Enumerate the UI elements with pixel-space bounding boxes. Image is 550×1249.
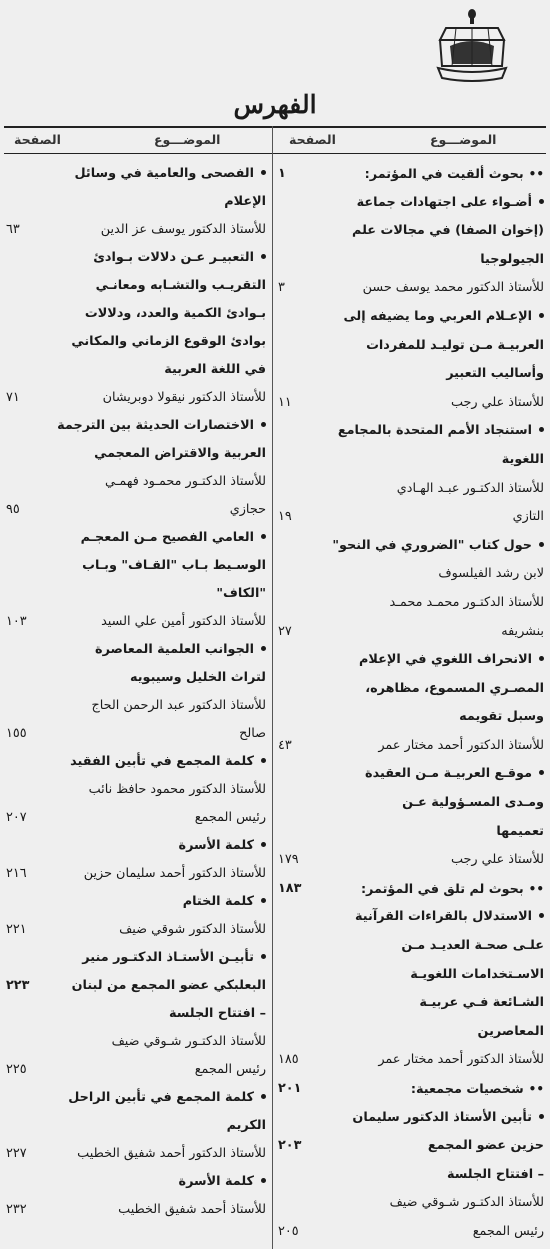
toc-entry: [6, 776, 266, 804]
bullet-icon: [261, 1178, 266, 1183]
toc-entry: [278, 875, 544, 904]
toc-entry: [278, 332, 544, 361]
toc-entry-text: استنجاد الأمم المتحدة بالمجامع: [337, 423, 532, 439]
toc-entry-text: – افتتاح الجلسة: [447, 1166, 544, 1182]
toc-entry: [6, 888, 266, 916]
toc-entry-text: حول كتاب "الضروري في النحو": [332, 537, 532, 553]
toc-entry-text: الإعـلام العربي وما يضيفه إلى: [343, 308, 532, 324]
toc-entry: [6, 496, 266, 524]
toc-entry-text: الوسـيط بـاب "القـاف" وبـاب: [82, 558, 266, 573]
toc-entry-text: الاسـتخدامات اللغويـة: [410, 966, 544, 982]
toc-entry-text: للأستاذ الدكتور محمود حافظ نائب: [88, 782, 266, 797]
bullet-icon: [539, 656, 544, 661]
page-number: ٣: [278, 280, 285, 296]
toc-entry: [278, 160, 544, 189]
toc-entry-text: بحوث لم تلق في المؤتمر:: [360, 881, 524, 897]
toc-entry: [278, 703, 544, 732]
bullet-icon: [539, 199, 544, 204]
toc-entry-text: كلمة الأسرة: [178, 838, 254, 853]
toc-entry: [6, 440, 266, 468]
toc-entry: [6, 356, 266, 384]
toc-entry: [278, 1132, 544, 1161]
toc-entry: [6, 916, 266, 944]
toc-entry: [6, 244, 266, 272]
toc-entry: [278, 1161, 544, 1190]
toc-entry-text: للأستاذ علي رجب: [450, 394, 544, 410]
toc-entry-text: ومـدى المسـؤولية عـن: [402, 795, 544, 811]
toc-entry: [278, 903, 544, 932]
toc-entry-text: العربيـة مـن توليـد للمفردات: [366, 337, 544, 353]
toc-entry: [278, 446, 544, 475]
page-number: ١: [278, 166, 286, 181]
toc-column-left: [6, 160, 266, 1224]
toc-entry: [278, 1046, 544, 1075]
toc-entry-text: للأستاذ الدكتـور محمـود فهمـي: [105, 474, 266, 489]
toc-entry-text: اللغوية: [501, 451, 544, 467]
toc-entry-text: الإعلام: [224, 194, 266, 209]
page-number: ٦٣: [6, 222, 20, 237]
toc-entry-text: لتراث الخليل وسيبويه: [129, 670, 266, 685]
toc-entry-text: شخصيات مجمعية:: [410, 1082, 524, 1097]
toc-entry-text: للأستاذ الدكتـور شـوقي ضيف: [389, 1195, 544, 1211]
toc-entry: [6, 300, 266, 328]
toc-entry-text: الاختصارات الحديثة بين الترجمة: [57, 418, 254, 433]
toc-entry: [6, 804, 266, 832]
toc-column-right: [278, 160, 544, 1247]
toc-entry: [6, 832, 266, 860]
toc-entry-text: للأستاذ الدكتـور محمـد محمـد: [389, 594, 544, 610]
toc-entry: [6, 1140, 266, 1168]
double-bullet-icon: ••: [528, 881, 544, 896]
page-number: ٢٣٢: [6, 1202, 27, 1217]
toc-entry-text: حزين عضو المجمع: [427, 1138, 544, 1154]
page-number: ٢٧: [278, 623, 292, 639]
toc-entry: [6, 1112, 266, 1140]
toc-entry: [6, 1028, 266, 1056]
toc-entry-text: كلمة الأسرة: [178, 1174, 254, 1189]
toc-entry-text: في اللغة العربية: [164, 362, 266, 377]
toc-entry: [278, 589, 544, 618]
academy-emblem-icon: [432, 6, 512, 88]
bullet-icon: [261, 254, 266, 259]
toc-entry: [278, 189, 544, 218]
bullet-icon: [539, 542, 544, 547]
toc-entry: [278, 760, 544, 789]
toc-entry: [6, 1000, 266, 1028]
toc-entry-text: وأساليب التعبير: [446, 366, 544, 382]
toc-entry-text: علـى صحـة العديـد مـن: [401, 938, 544, 954]
page-number: ١٨٣: [278, 880, 302, 896]
toc-entry-text: للأستاذ الدكتور أحمد مختار عمر: [378, 1052, 544, 1068]
toc-entry-text: (إخوان الصفا) في مجالات علم: [352, 223, 544, 239]
toc-entry-text: للأستاذ الدكتور أمين علي السيد: [101, 614, 266, 629]
page-number: ٢١٦: [6, 866, 27, 881]
page-number: ٢٠٥: [278, 1223, 299, 1239]
toc-entry-text: حجازي: [229, 502, 266, 517]
bullet-icon: [261, 954, 266, 959]
toc-entry: [6, 328, 266, 356]
toc-entry-text: الجوانب العلمية المعاصرة: [95, 642, 254, 657]
toc-entry-text: البعلبكي عضو المجمع من لبنان: [71, 978, 266, 993]
bullet-icon: [539, 427, 544, 432]
header-rule: [4, 126, 546, 128]
toc-entry: [278, 732, 544, 761]
toc-entry: [6, 216, 266, 244]
toc-entry-text: المعاصرين: [477, 1023, 544, 1039]
toc-entry-text: للأستاذ علي رجب: [450, 852, 544, 868]
toc-entry-text: لابن رشد الفيلسوف: [438, 566, 544, 582]
toc-entry: [6, 944, 266, 972]
toc-entry: [278, 532, 544, 561]
toc-entry-text: الفصحى والعامية في وسائل: [74, 166, 254, 181]
toc-entry: [278, 360, 544, 389]
toc-entry-text: العامي الفصيح مـن المعجـم: [80, 530, 254, 545]
toc-entry: [278, 560, 544, 589]
toc-entry-text: بحوث ألقيت في المؤتمر:: [364, 167, 524, 182]
toc-entry-text: الاستدلال بالقراءات القرآنية: [355, 909, 532, 925]
header-rule-bottom: [4, 153, 546, 154]
toc-entry-text: كلمة الختام: [182, 894, 254, 909]
page-number: ٩٥: [6, 502, 20, 517]
toc-entry: [278, 217, 544, 246]
toc-entry: [6, 1168, 266, 1196]
toc-entry: [278, 1018, 544, 1047]
bullet-icon: [539, 770, 544, 775]
double-bullet-icon: ••: [528, 1082, 544, 1096]
page-number: ٢٢٣: [6, 978, 30, 993]
toc-entry: [278, 303, 544, 332]
page-number: ١٠٣: [6, 614, 27, 629]
header-topic-right: الموضـــوع: [430, 132, 497, 147]
toc-entry: [278, 818, 544, 847]
column-divider: [272, 126, 273, 1249]
toc-entry: [278, 417, 544, 446]
toc-entry-text: للأستاذ الدكتور محمد يوسف حسن: [362, 280, 544, 296]
toc-entry-text: التازي: [512, 509, 544, 525]
toc-entry-text: بنشريفه: [501, 623, 544, 639]
toc-entry: [278, 1075, 544, 1104]
toc-entry-text: رئيس المجمع: [194, 810, 266, 825]
toc-entry-text: بوادئ الوقوع الزماني والمكاني: [71, 334, 266, 349]
toc-entry-text: كلمة المجمع في تأبين الراحل: [68, 1090, 254, 1105]
toc-entry: [278, 389, 544, 418]
toc-entry: [278, 989, 544, 1018]
page-number: ١٥٥: [6, 726, 27, 741]
bullet-icon: [539, 913, 544, 918]
toc-entry: [278, 675, 544, 704]
toc-entry: [278, 503, 544, 532]
toc-entry-text: للأستاذ الدكتور أحمد شفيق الخطيب: [77, 1146, 266, 1161]
toc-entry: [6, 580, 266, 608]
toc-entry-text: الشـائعة فـي عربيـة: [419, 995, 544, 1011]
page-number: ٢٠٧: [6, 810, 27, 825]
toc-entry: [278, 1218, 544, 1247]
toc-entry: [6, 1196, 266, 1224]
page-title: الفهرس: [233, 90, 317, 119]
bullet-icon: [261, 534, 266, 539]
toc-entry-text: رئيس المجمع: [472, 1223, 544, 1239]
toc-entry-text: للأستاذ أحمد شفيق الخطيب: [118, 1202, 266, 1217]
toc-entry: [278, 961, 544, 990]
toc-entry-text: بـوادئ الكمية والعدد، ودلالات: [84, 306, 266, 321]
toc-entry: [278, 932, 544, 961]
toc-entry-text: – افتتاح الجلسة: [169, 1006, 266, 1021]
toc-entry: [6, 468, 266, 496]
toc-entry-text: تعميمها: [496, 823, 544, 839]
bullet-icon: [261, 898, 266, 903]
bullet-icon: [539, 1114, 544, 1119]
page-number: ٤٣: [278, 737, 292, 753]
toc-entry-text: التقريـب والتشـابه ومعانـي: [95, 278, 266, 293]
toc-entry: [278, 1104, 544, 1133]
toc-entry: [6, 188, 266, 216]
toc-entry: [6, 524, 266, 552]
toc-entry-text: أضـواء على اجتهادات جماعة: [356, 194, 532, 210]
toc-entry-text: للأستاذ الدكتور عبد الرحمن الحاج: [91, 698, 266, 713]
toc-entry: [278, 789, 544, 818]
toc-entry: [278, 618, 544, 647]
toc-entry: [6, 608, 266, 636]
toc-entry-text: التعبيـر عـن دلالات بـوادئ: [93, 250, 254, 265]
page-number: ٢٢١: [6, 922, 27, 937]
toc-entry-text: للأستاذ الدكتور يوسف عز الدين: [100, 222, 266, 237]
toc-entry: [6, 552, 266, 580]
page-number: ١١: [278, 394, 292, 410]
toc-entry: [6, 748, 266, 776]
header-page-left: الصفحة: [14, 132, 61, 147]
bullet-icon: [261, 1094, 266, 1099]
toc-entry: [6, 636, 266, 664]
toc-entry: [6, 664, 266, 692]
toc-entry-text: المصـري المسموع، مظاهره،: [365, 680, 544, 696]
toc-entry: [278, 1189, 544, 1218]
toc-entry-text: للأستاذ الدكتور نيقولا دوبريشان: [102, 390, 266, 405]
toc-entry: [278, 846, 544, 875]
page-number: ١٩: [278, 509, 292, 525]
toc-entry-text: تأبين الأستاذ الدكتور سليمان: [352, 1109, 532, 1125]
toc-entry: [6, 692, 266, 720]
toc-entry: [6, 720, 266, 748]
toc-entry: [6, 972, 266, 1000]
bullet-icon: [261, 842, 266, 847]
page-number: ١٧٩: [278, 852, 299, 868]
bullet-icon: [261, 646, 266, 651]
bullet-icon: [261, 758, 266, 763]
page-number: ٧١: [6, 390, 20, 405]
toc-entry-text: للأستاذ الدكتـور شـوقي ضيف: [111, 1034, 266, 1049]
toc-entry-text: الجيولوجيا: [480, 251, 544, 267]
double-bullet-icon: ••: [528, 167, 544, 181]
header-page-right: الصفحة: [289, 132, 336, 147]
bullet-icon: [261, 422, 266, 427]
toc-entry-text: موقـع العربيـة مـن العقيدة: [365, 766, 532, 782]
toc-entry-text: رئيس المجمع: [194, 1062, 266, 1077]
toc-entry: [278, 646, 544, 675]
toc-entry-text: وسبل تقويمه: [459, 709, 544, 725]
toc-entry: [6, 412, 266, 440]
bullet-icon: [539, 313, 544, 318]
page-number: ٢٢٥: [6, 1062, 27, 1077]
toc-entry-text: العربية والاقتراض المعجمي: [94, 446, 266, 461]
toc-entry: [278, 475, 544, 504]
toc-entry: [278, 274, 544, 303]
toc-entry-text: كلمة المجمع في تأبين الفقيد: [70, 754, 254, 769]
toc-entry-text: الكريم: [226, 1118, 266, 1133]
toc-entry: [6, 272, 266, 300]
toc-entry: [6, 860, 266, 888]
page-number: ٢٠٣: [278, 1138, 302, 1154]
toc-entry-text: للأستاذ الدكتور أحمد مختار عمر: [378, 737, 544, 753]
toc-entry-text: للأستاذ الدكتور أحمد سليمان حزين: [83, 866, 266, 881]
toc-entry: [6, 1084, 266, 1112]
toc-entry: [6, 1056, 266, 1084]
toc-entry-text: تأبيـن الأستـاذ الدكتـور منير: [82, 950, 254, 965]
page-number: ١٨٥: [278, 1052, 299, 1068]
toc-entry-text: الانحراف اللغوي في الإعلام: [359, 652, 532, 668]
toc-entry-text: "الكاف": [216, 586, 266, 601]
toc-entry-text: للأستاذ الدكتور شوقي ضيف: [119, 922, 266, 937]
page-number: ٢٢٧: [6, 1146, 27, 1161]
bullet-icon: [261, 170, 266, 175]
toc-entry: [6, 160, 266, 188]
toc-entry-text: للأستاذ الدكتـور عبـد الهـادي: [396, 480, 544, 496]
page-number: ٢٠١: [278, 1081, 302, 1096]
toc-entry: [278, 246, 544, 275]
header-topic-left: الموضـــوع: [154, 132, 221, 147]
toc-entry-text: صالح: [239, 726, 266, 741]
toc-entry: [6, 384, 266, 412]
